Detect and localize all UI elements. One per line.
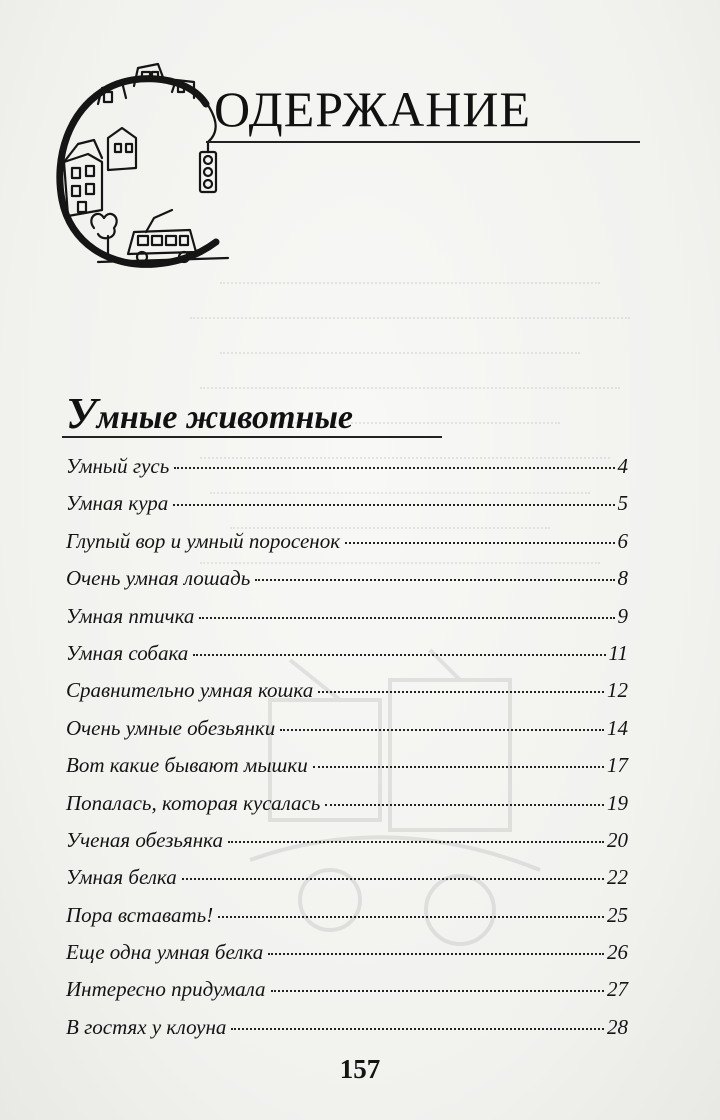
toc-entry[interactable] — [66, 903, 628, 940]
toc-dot-leader — [218, 916, 604, 918]
toc-entry[interactable] — [66, 791, 628, 828]
toc-entry-title: Очень умные обезьянки — [66, 715, 276, 740]
toc-entry-title: Сравнительно умная кошка — [66, 678, 314, 703]
toc-entry-page: 11 — [608, 640, 628, 665]
toc-entry-page: 27 — [607, 977, 628, 1002]
toc-entry-page: 14 — [607, 715, 628, 740]
section-title — [66, 389, 354, 438]
toc-entry-page: 17 — [607, 753, 628, 778]
toc-entry[interactable] — [66, 977, 628, 1014]
toc-dot-leader — [199, 617, 614, 619]
section-title-initial: У — [66, 389, 97, 438]
toc-entry-page: 20 — [607, 827, 628, 852]
toc-entry-page: 19 — [607, 790, 628, 815]
toc-dot-leader — [313, 766, 604, 768]
toc-entry-title: Еще одна умная белка — [66, 940, 264, 965]
toc-entry[interactable] — [66, 529, 628, 566]
toc-entry-title: Умная кура — [66, 491, 169, 516]
toc-entry-title: Умная собака — [66, 640, 189, 665]
toc-dot-leader — [255, 579, 614, 581]
toc-dot-leader — [193, 654, 605, 656]
toc-entry-title: В гостях у клоуна — [66, 1014, 227, 1039]
toc-entry-page: 28 — [607, 1014, 628, 1039]
page-title: ОДЕРЖАНИЕ — [214, 81, 531, 137]
toc-entry-title: Ученая обезьянка — [66, 827, 223, 852]
toc-entry[interactable] — [66, 716, 628, 753]
toc-entry-page: 22 — [607, 865, 628, 890]
toc-entry[interactable] — [66, 604, 628, 641]
toc-entry-title: Пора вставать! — [66, 902, 214, 927]
toc-entry-title: Интересно придумала — [66, 977, 266, 1002]
toc-entry-title: Умная белка — [66, 865, 177, 890]
toc-dot-leader — [174, 467, 614, 469]
toc-entry[interactable] — [66, 454, 628, 491]
toc-entry-page: 9 — [617, 603, 628, 628]
toc-dot-leader — [182, 878, 604, 880]
toc-entry[interactable] — [66, 753, 628, 790]
toc-entry-page: 8 — [617, 566, 628, 591]
toc-entry[interactable] — [66, 491, 628, 528]
toc-dot-leader — [318, 691, 604, 693]
toc-dot-leader — [228, 841, 604, 843]
title-underline — [206, 141, 640, 143]
toc-entry-title: Попалась, которая кусалась — [66, 790, 321, 815]
toc-entry-title: Глупый вор и умный поросенок — [66, 528, 341, 553]
toc-entry[interactable] — [66, 940, 628, 977]
toc-entry[interactable] — [66, 1015, 628, 1052]
page-number: 157 — [339, 1054, 381, 1084]
toc-dot-leader — [345, 542, 614, 544]
city-letter-c-illustration-icon — [38, 58, 238, 278]
toc-entry-page: 12 — [607, 678, 628, 703]
toc-entry-page: 4 — [617, 454, 628, 478]
toc-entry-page: 25 — [607, 902, 628, 927]
toc-dot-leader — [280, 729, 604, 731]
toc-entry-title: Умная птичка — [66, 603, 195, 628]
toc-entry-page: 26 — [607, 940, 628, 965]
toc-entry-page: 5 — [617, 491, 628, 516]
toc-entry[interactable] — [66, 678, 628, 715]
toc-dot-leader — [173, 504, 614, 506]
toc-dot-leader — [271, 990, 604, 992]
toc-entry[interactable] — [66, 828, 628, 865]
toc-dot-leader — [231, 1028, 604, 1030]
section-underline — [62, 436, 442, 438]
toc-dot-leader — [325, 804, 604, 806]
table-of-contents — [66, 454, 628, 1052]
toc-entry-page: 6 — [617, 528, 628, 553]
toc-dot-leader — [268, 953, 604, 955]
toc-entry[interactable] — [66, 566, 628, 603]
toc-entry[interactable] — [66, 865, 628, 902]
toc-entry-title: Очень умная лошадь — [66, 566, 251, 591]
section-title-rest: мные животные — [96, 399, 354, 436]
toc-entry-title: Вот какие бывают мышки — [66, 753, 308, 778]
toc-entry[interactable] — [66, 641, 628, 678]
toc-entry-title: Умный гусь — [66, 454, 170, 478]
